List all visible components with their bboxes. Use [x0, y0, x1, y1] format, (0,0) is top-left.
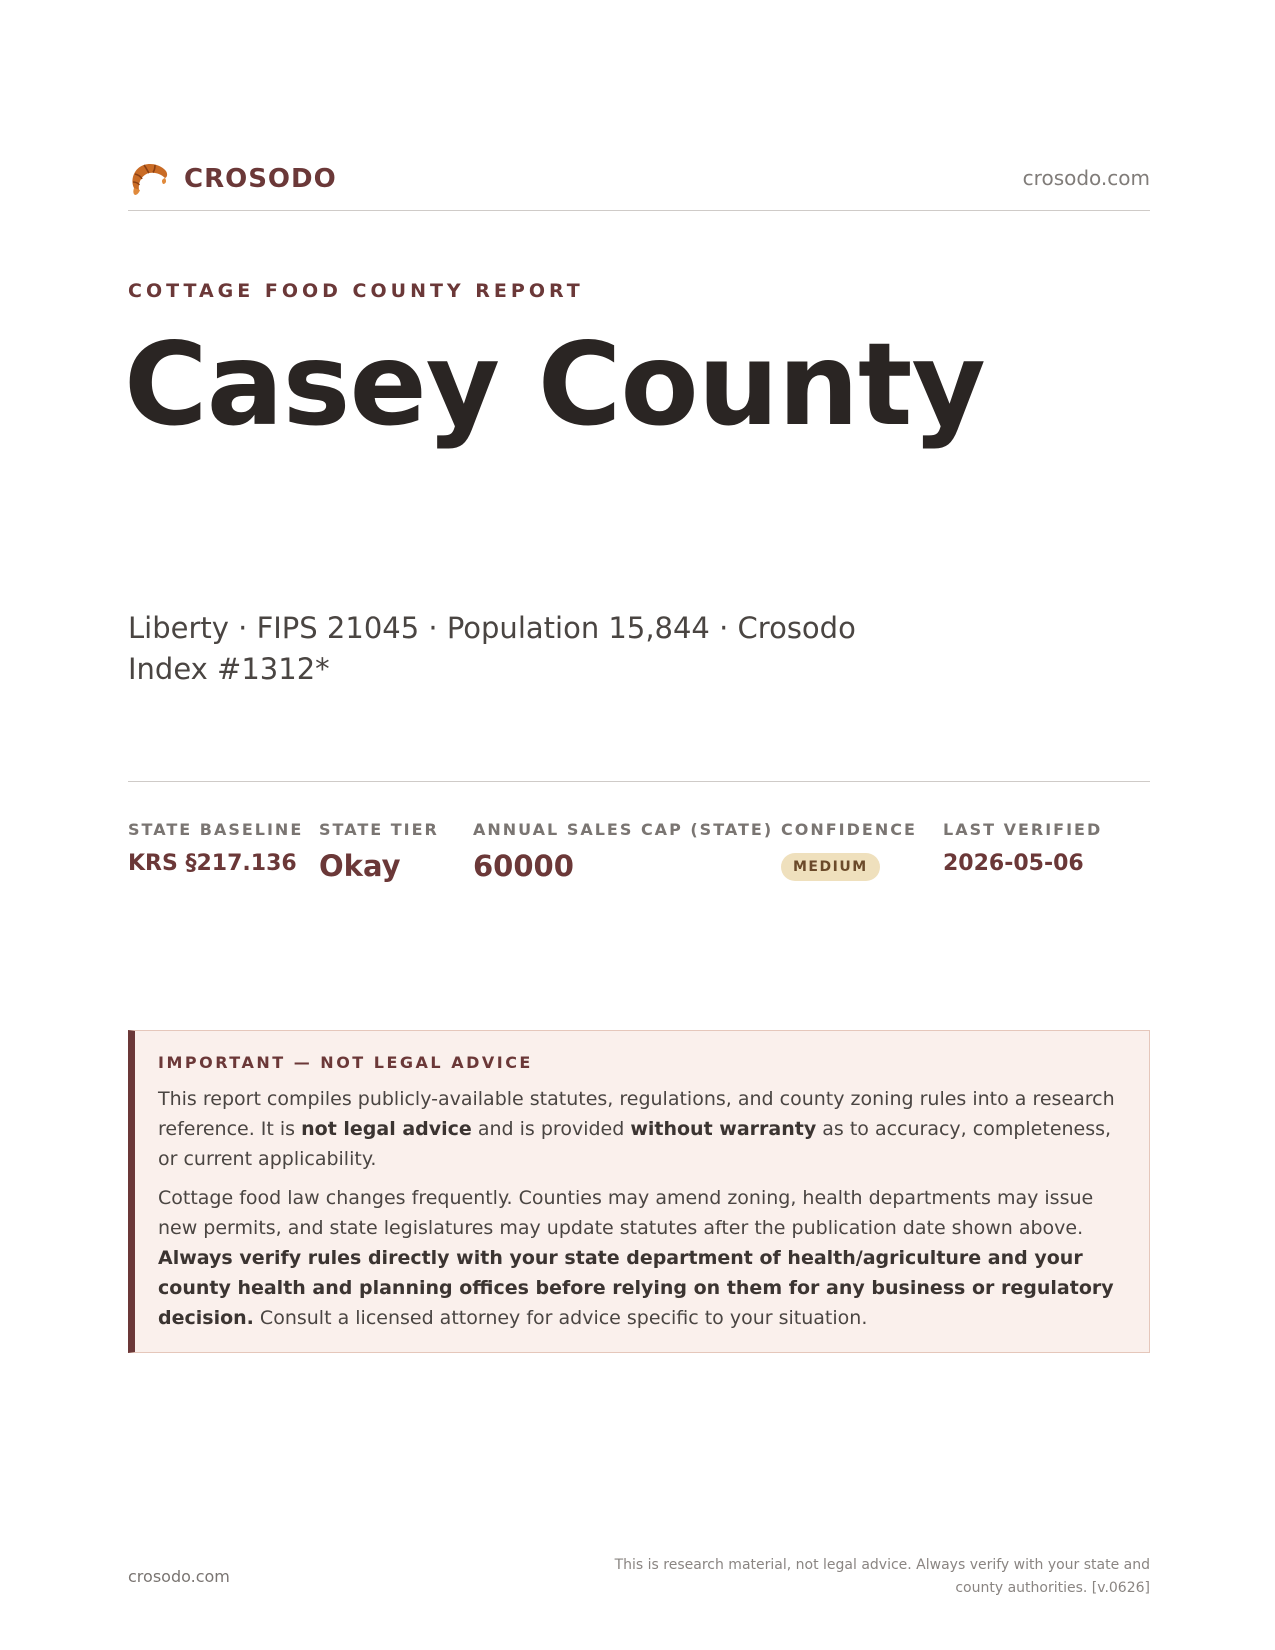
- stat-label: LAST VERIFIED: [943, 820, 1103, 839]
- notice-emphasis: Always verify rules directly with your state department of health/agriculture and your county health and planning offices before relying on them for any business or regulatory decision.: [158, 1247, 1114, 1329]
- section-divider: [128, 781, 1150, 782]
- stat-label: CONFIDENCE: [781, 820, 917, 839]
- stat-value: Okay: [319, 849, 401, 883]
- report-subtitle: Liberty · FIPS 21045 · Population 15,844 · Crosodo Index #1312*: [128, 611, 856, 686]
- stat-state-baseline: [128, 820, 303, 876]
- notice-text: as to accuracy, completeness, or current applicability.: [158, 1118, 1112, 1170]
- notice-text: Consult a licensed attorney for advice specific to your situation.: [253, 1307, 868, 1329]
- brand: [128, 160, 337, 198]
- stat-state-tier: [319, 820, 439, 883]
- notice-emphasis: without warranty: [630, 1118, 817, 1140]
- notice-paragraph: [158, 1084, 1125, 1174]
- page-title: Casey County: [124, 318, 985, 451]
- notice-text: Cottage food law changes frequently. Counties may amend zoning, health departments may issue new permits, and state legislatures may update statutes after the publication date shown above.: [158, 1187, 1094, 1239]
- footer-site-url[interactable]: crosodo.com: [128, 1567, 230, 1586]
- stat-label: STATE TIER: [319, 820, 439, 839]
- stat-label: STATE BASELINE: [128, 820, 304, 839]
- stat-sales-cap: [473, 820, 773, 883]
- stat-value: KRS §217.136: [128, 851, 297, 876]
- report-page: [124, 0, 1150, 1650]
- notice-emphasis: not legal advice: [301, 1118, 472, 1140]
- stat-confidence: [781, 820, 917, 881]
- stat-value: 2026-05-06: [943, 851, 1084, 876]
- legal-notice-box: [128, 1030, 1150, 1353]
- footer-disclaimer: This is research material, not legal advice. Always verify with your state and county authorities. [v.0626]: [614, 1557, 1150, 1596]
- confidence-badge: MEDIUM: [781, 853, 880, 881]
- croissant-icon: [128, 160, 170, 198]
- stat-last-verified: [943, 820, 1102, 876]
- notice-text: and is provided: [471, 1118, 631, 1140]
- notice-paragraph: [158, 1183, 1125, 1333]
- report-eyebrow: COTTAGE FOOD COUNTY REPORT: [128, 280, 584, 302]
- stat-label: ANNUAL SALES CAP (STATE): [473, 820, 774, 839]
- stat-value: 60000: [473, 849, 574, 883]
- brand-name: CROSODO: [184, 164, 337, 194]
- header-site-url[interactable]: crosodo.com: [1022, 166, 1150, 190]
- notice-title: IMPORTANT — NOT LEGAL ADVICE: [158, 1053, 533, 1072]
- notice-text: This report compiles publicly-available statutes, regulations, and county zoning rules into a research reference. It is: [158, 1088, 1115, 1140]
- page-header: [128, 160, 1150, 211]
